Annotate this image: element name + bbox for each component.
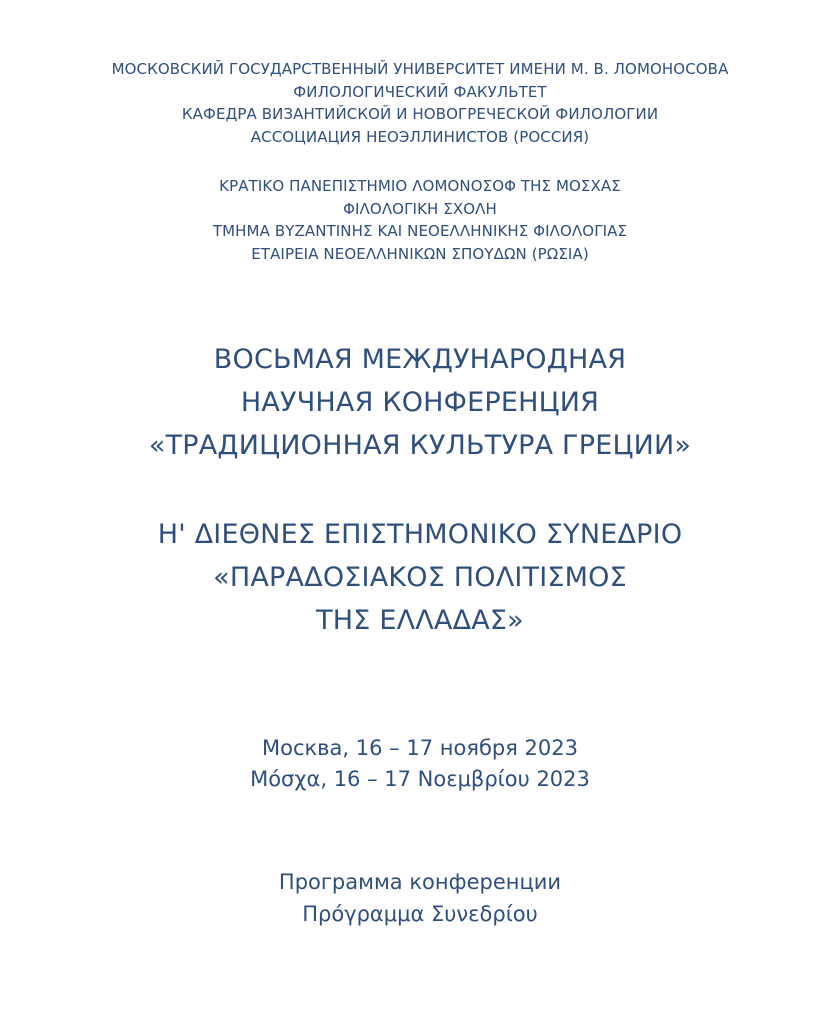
header-ru-line: ФИЛОЛОГИЧЕСКИЙ ФАКУЛЬТЕТ [293, 82, 547, 101]
title-gr-line: Η' ΔΙΕΘΝΕΣ ΕΠΙΣΤΗΜΟΝΙΚΟ ΣΥΝΕΔΡΙΟ [157, 519, 683, 550]
header-gr-line: ΕΤΑΙΡΕΙΑ ΝΕΟΕΛΛΗΝΙΚΩΝ ΣΠΟΥΔΩΝ (ΡΩΣΙΑ) [251, 244, 589, 263]
header-gr-line: ΤΜΗΜΑ ΒΥΖΑΝΤΙΝΗΣ ΚΑΙ ΝΕΟΕΛΛΗΝΙΚΗΣ ΦΙΛΟΛΟΓΙΑΣ [212, 222, 628, 240]
title-gr-line: ΤΗΣ ΕΛΛΑΔΑΣ» [316, 605, 524, 636]
conference-title-russian [0, 338, 840, 467]
header-gr-line: ΦΙΛΟΛΟΓΙΚΗ ΣΧΟΛΗ [343, 199, 497, 218]
title-gr-line: «ΠΑΡΑΔΟΣΙΑΚΟΣ ΠΟΛΙΤΙΣΜΟΣ [213, 562, 627, 593]
header-institutions-greek [0, 175, 840, 265]
header-ru-line: АССОЦИАЦИЯ НЕОЭЛЛИНИСТОВ (РОССИЯ) [250, 127, 590, 146]
title-ru-line: «ТРАДИЦИОННАЯ КУЛЬТУРА ГРЕЦИИ» [148, 430, 692, 461]
title-ru-line: ВОСЬМАЯ МЕЖДУНАРОДНАЯ [213, 344, 627, 375]
header-institutions-russian [0, 58, 840, 148]
conference-title-greek [0, 513, 840, 642]
date-line-russian: Москва, 16 – 17 ноября 2023 [261, 736, 578, 760]
date-line-greek: Μόσχα, 16 – 17 Νοεμβρίου 2023 [250, 767, 590, 791]
program-heading [0, 866, 840, 930]
header-gr-line: ΚΡΑΤΙΚΟ ΠΑΝΕΠΙΣΤΗΜΙΟ ΛΟΜΟΝΟΣΟΦ ΤΗΣ ΜΟΣΧΑΣ [219, 177, 621, 195]
program-label-russian: Программа конференции [278, 870, 562, 894]
program-label-greek: Πρόγραμμα Συνεδρίου [302, 902, 538, 926]
title-ru-line: НАУЧНАЯ КОНФЕРЕНЦИЯ [240, 387, 600, 418]
header-ru-line: КАФЕДРА ВИЗАНТИЙСКОЙ И НОВОГРЕЧЕСКОЙ ФИЛОЛОГИИ [181, 105, 659, 123]
header-ru-line: МОСКОВСКИЙ ГОСУДАРСТВЕННЫЙ УНИВЕРСИТЕТ ИМЕНИ М. В. ЛОМОНОСОВА [111, 60, 729, 78]
conference-dates [0, 733, 840, 795]
